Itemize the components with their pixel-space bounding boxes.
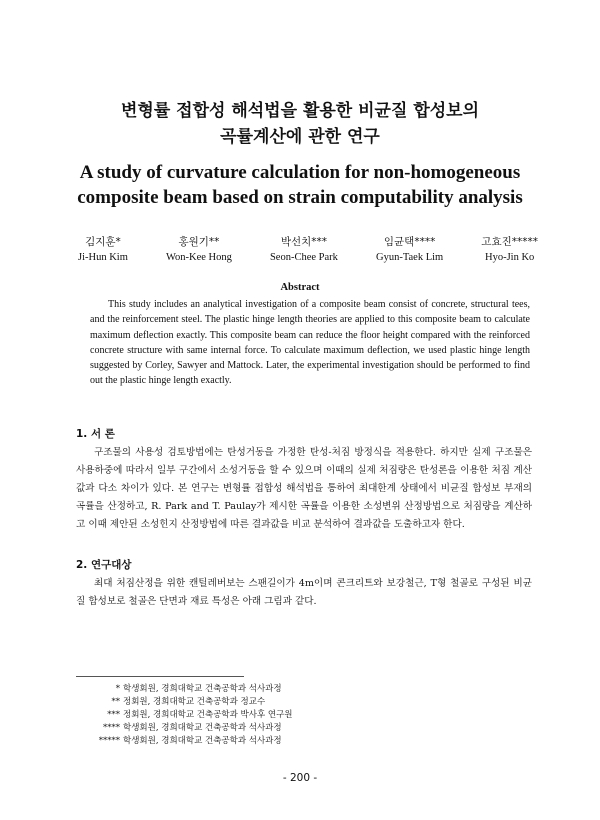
- author-4: [376, 234, 443, 266]
- english-title-line-2: composite beam based on strain computability analysis: [77, 187, 523, 208]
- author-name-english: Ji-Hun Kim: [78, 252, 128, 263]
- author-name-english: Won-Kee Hong: [165, 252, 232, 263]
- author-list: [78, 234, 538, 266]
- author-name-english: Seon-Chee Park: [269, 252, 338, 263]
- author-5: [481, 234, 538, 266]
- author-name-korean: 김지훈*: [85, 236, 121, 248]
- page-number: - 200 -: [282, 772, 318, 784]
- author-name-korean: 홍원기**: [178, 236, 220, 248]
- author-name-korean: 박선치***: [280, 236, 328, 248]
- footnote: [76, 696, 376, 709]
- author-2: [166, 234, 232, 266]
- section-1-heading: 1. 서 론: [76, 428, 115, 440]
- footnote: [76, 722, 376, 735]
- footnote: [76, 683, 376, 696]
- korean-title: [40, 98, 560, 150]
- english-title: [40, 160, 560, 210]
- author-name-english: Gyun-Taek Lim: [376, 252, 444, 263]
- footnote-mark: *: [115, 684, 120, 694]
- footnote-text: 학생회원, 경희대학교 건축공학과 석사과정: [123, 723, 282, 733]
- author-1: [78, 234, 128, 266]
- footnote: [76, 735, 376, 748]
- korean-title-line-1: 변형률 접합성 해석법을 활용한 비균질 합성보의: [120, 101, 480, 121]
- author-name-korean: 고효진*****: [481, 236, 538, 248]
- korean-title-line-2: 곡률계산에 관한 연구: [220, 127, 380, 147]
- author-3: [270, 234, 338, 266]
- footnote-mark: ***: [107, 710, 120, 720]
- abstract-text: This study includes an analytical investigation of a composite beam consist of concrete, structural tees, and the reinforcement steel. The plastic hinge length theories are applied to this composite beam to calculate maximum deflection exactly. This composite beam can reduce the floor height compared with the reinforced concrete structure with same internal force. To calculate maximum deflection, we used plastic hinge length suggested by Corley, Sawyer and Mattock. Later, the experimental investigation should be performed to find out the plastic hinge length exactly.: [90, 299, 530, 387]
- footnote-mark: **: [111, 697, 120, 707]
- section-2-heading: 2. 연구대상: [76, 559, 132, 571]
- footnote-mark: *****: [98, 736, 120, 746]
- footnote-text: 학생회원, 경희대학교 건축공학과 석사과정: [123, 684, 282, 694]
- footnote-text: 정회원, 경희대학교 건축공학과 박사후 연구원: [123, 710, 293, 720]
- abstract-heading: Abstract: [280, 282, 320, 293]
- footnote-text: 학생회원, 경희대학교 건축공학과 석사과정: [123, 736, 282, 746]
- section-2-text: 최대 처짐산정을 위한 캔틸레버보는 스팬길이가 4m이며 콘크리트와 보강철근, T형 철골로 구성된 비균질 합성보로 철골은 단면과 재료 특성은 아래 그림과 같다.: [76, 578, 532, 607]
- footnote-mark: ****: [103, 723, 120, 733]
- author-name-english: Hyo-Jin Ko: [484, 252, 535, 263]
- english-title-line-1: A study of curvature calculation for non-homogeneous: [79, 162, 521, 183]
- footnote-divider: [76, 676, 244, 677]
- footnote: [76, 709, 376, 722]
- footnotes: [76, 683, 376, 748]
- footnote-text: 정회원, 경희대학교 건축공학과 정교수: [123, 697, 266, 707]
- author-name-korean: 임균택****: [383, 236, 436, 248]
- section-1-text: 구조물의 사용성 검토방법에는 탄성거동을 가정한 탄성-처짐 방정식을 적용한다. 하지만 실제 구조물은 사용하중에 따라서 일부 구간에서 소성거동을 할 수 있으며 이때의 실제 처짐량은 탄성론을 이용한 처짐 계산값과 다소 차이가 있다. 본 연구는 변형률 접합성 해석법을 통하여 최대한계 상태에서 비균질 합성보 부재의 곡률을 산정하고, R. Park and T. Paulay가 제시한 곡률을 이용한 소성변위 산정방법으로 처짐량을 계산하고 이때 제안된 소성힌지 산정방법에 따른 결과값을 비교 분석하여 결과값을 도출하고자 한다.: [76, 447, 532, 530]
